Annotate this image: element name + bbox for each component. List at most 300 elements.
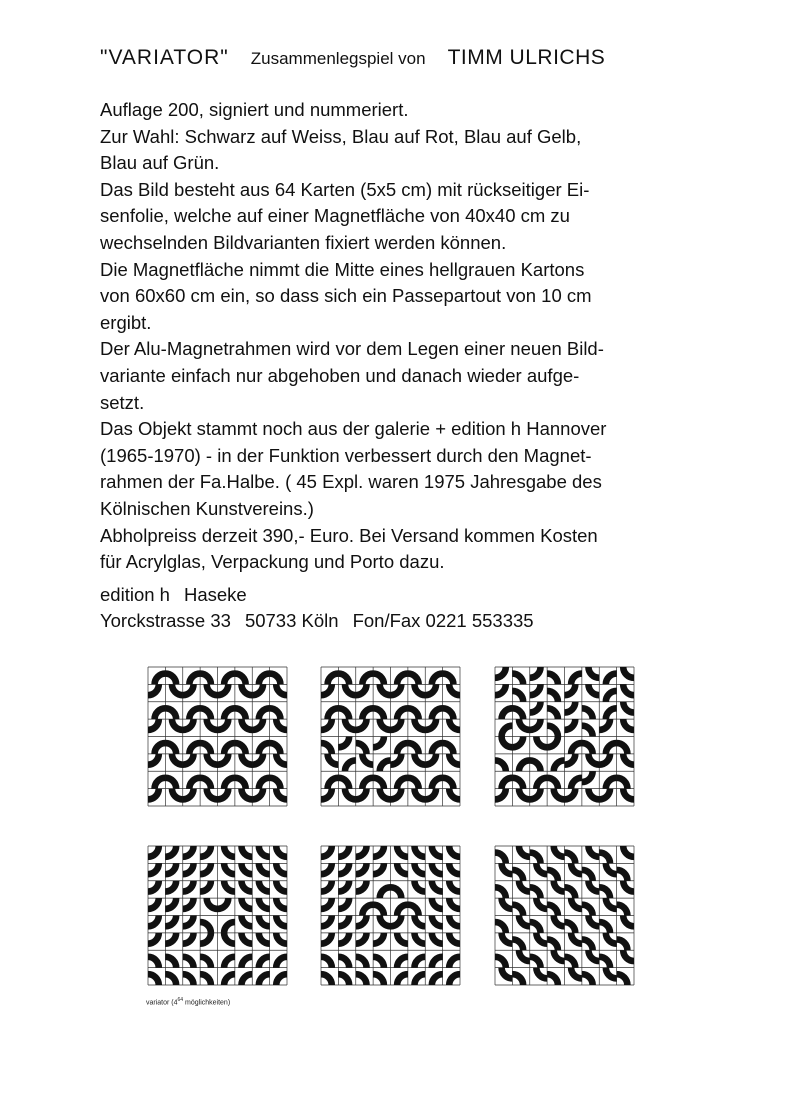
tile-arc xyxy=(373,974,384,985)
tile-arc xyxy=(321,957,332,968)
tile-arc xyxy=(321,881,332,892)
tile-arc xyxy=(519,881,530,892)
tile-arc xyxy=(449,684,460,695)
tile-arc xyxy=(617,939,628,950)
tile-arc xyxy=(235,743,246,754)
tile-arc xyxy=(148,863,159,874)
tile-arc xyxy=(224,933,235,944)
tile-arc xyxy=(588,881,599,892)
tile-arc xyxy=(321,684,332,695)
tile-arc xyxy=(599,957,610,968)
tile-arc xyxy=(200,743,211,754)
tile-arc xyxy=(356,719,367,730)
tile-arc xyxy=(408,674,419,685)
tile-arc xyxy=(321,933,332,944)
tile-arc xyxy=(200,974,211,985)
tile-arc xyxy=(571,778,582,789)
tile-arc xyxy=(276,933,287,944)
tile-arc xyxy=(252,719,263,730)
tile-arc xyxy=(224,922,235,933)
body-line: Das Bild besteht aus 64 Karten (5x5 cm) mit rückseitiger Ei- xyxy=(100,178,590,200)
tile-arc xyxy=(270,743,281,754)
tile-arc xyxy=(224,974,235,985)
tile-arc xyxy=(165,674,176,685)
tile-arc xyxy=(617,778,628,789)
tile-arc xyxy=(356,863,367,874)
body-line: Abholpreiss derzeit 390,- Euro. Bei Versand kommen Kosten xyxy=(100,524,598,546)
tile-arc xyxy=(565,719,576,730)
tile-arc xyxy=(362,674,373,685)
tile-arc xyxy=(606,933,617,944)
tile-arc xyxy=(165,898,176,909)
tile-arc xyxy=(373,905,384,916)
tile-arc xyxy=(356,743,367,754)
tile-arc xyxy=(241,846,252,857)
tile-arc xyxy=(218,684,229,695)
tile-arc xyxy=(565,922,576,933)
tile-arc xyxy=(397,957,408,968)
tile-arc xyxy=(425,684,436,695)
tile-arc xyxy=(189,708,200,719)
tile-arc xyxy=(582,771,593,782)
tile-arc xyxy=(235,674,246,685)
tile-arc xyxy=(449,863,460,874)
tile-arc xyxy=(432,974,443,985)
caption-prefix: variator (4 xyxy=(146,999,178,1007)
tile-arc xyxy=(200,933,211,944)
variant-diagonal-waves xyxy=(495,846,634,985)
body-line: (1965-1970) - in der Funktion verbessert durch den Magnet- xyxy=(100,444,592,466)
tile-arc xyxy=(571,674,582,685)
tile-arc xyxy=(200,863,211,874)
tile-arc xyxy=(397,863,408,874)
tile-arc xyxy=(328,708,339,719)
tile-arc xyxy=(200,778,211,789)
tile-arc xyxy=(432,957,443,968)
tile-arc xyxy=(554,846,565,857)
tile-arc xyxy=(259,674,270,685)
tile-arc xyxy=(338,674,349,685)
tile-arc xyxy=(155,674,166,685)
tile-arc xyxy=(172,754,183,765)
tile-arc xyxy=(356,916,367,927)
tile-arc xyxy=(606,691,617,702)
variant-mixed-arcs xyxy=(495,667,634,806)
tile-arc xyxy=(502,726,513,737)
tile-arc xyxy=(362,708,373,719)
tile-arc xyxy=(207,898,218,909)
tile-arc xyxy=(373,674,384,685)
tile-arc xyxy=(241,863,252,874)
tile-arc xyxy=(408,778,419,789)
tile-arc xyxy=(218,898,229,909)
tile-arc xyxy=(356,881,367,892)
tile-arc xyxy=(172,789,183,800)
tile-arc xyxy=(536,737,547,748)
tile-arc xyxy=(443,708,454,719)
tile-arc xyxy=(380,916,391,927)
tile-arc xyxy=(200,674,211,685)
tile-arc xyxy=(414,684,425,695)
tile-arc xyxy=(512,708,523,719)
tile-arc xyxy=(414,846,425,857)
title-subtitle: Zusammenlegspiel von xyxy=(250,49,426,68)
tile-arc xyxy=(530,667,541,678)
tile-arc xyxy=(432,863,443,874)
tile-arc xyxy=(495,957,506,968)
tile-arc xyxy=(338,933,349,944)
tile-arc xyxy=(599,754,610,765)
tile-arc xyxy=(270,708,281,719)
tile-arc xyxy=(183,957,194,968)
tile-arc xyxy=(165,846,176,857)
tile-arc xyxy=(148,957,159,968)
tile-arc xyxy=(606,674,617,685)
tile-arc xyxy=(148,684,159,695)
tile-arc xyxy=(252,789,263,800)
tile-arc xyxy=(338,778,349,789)
tile-arc xyxy=(207,684,218,695)
tile-arc xyxy=(183,684,194,695)
tile-arc xyxy=(606,743,617,754)
body-line: variante einfach nur abgehoben und danach wieder aufge- xyxy=(100,364,580,386)
tile-arc xyxy=(380,789,391,800)
tile-arc xyxy=(259,846,270,857)
tile-arc xyxy=(536,778,547,789)
body-line: Auflage 200, signiert und nummeriert. xyxy=(100,99,409,120)
tile-arc xyxy=(328,674,339,685)
tile-arc xyxy=(397,743,408,754)
caption-suffix: möglichkeiten) xyxy=(183,999,231,1007)
tile-arc xyxy=(224,743,235,754)
tile-arc xyxy=(373,863,384,874)
caption-exponent: 64 xyxy=(177,997,184,1003)
tile-arc xyxy=(259,743,270,754)
tile-arc xyxy=(588,950,599,961)
tile-arc xyxy=(148,974,159,985)
tile-arc xyxy=(338,898,349,909)
tile-arc xyxy=(338,916,349,927)
tile-arc xyxy=(183,916,194,927)
tile-arc xyxy=(502,737,513,748)
tile-arc xyxy=(599,719,610,730)
tile-arc xyxy=(582,974,593,985)
tile-arc xyxy=(276,863,287,874)
tile-arc xyxy=(183,754,194,765)
tile-arc xyxy=(241,898,252,909)
tile-arc xyxy=(373,778,384,789)
tile-arc xyxy=(276,916,287,927)
tile-arc xyxy=(582,708,593,719)
tile-arc xyxy=(338,974,349,985)
tile-arc xyxy=(148,881,159,892)
tile-arc xyxy=(373,708,384,719)
tile-arc xyxy=(189,743,200,754)
tile-arc xyxy=(495,760,506,771)
tile-arc xyxy=(530,789,541,800)
tile-arc xyxy=(502,933,513,944)
tile-arc xyxy=(512,870,523,881)
tile-arc xyxy=(328,778,339,789)
tile-arc xyxy=(148,898,159,909)
tile-arc xyxy=(623,684,634,695)
tile-arc xyxy=(200,922,211,933)
tile-arc xyxy=(547,726,558,737)
tile-arc xyxy=(328,754,339,765)
tile-arc xyxy=(582,939,593,950)
tile-arc xyxy=(519,760,530,771)
tile-arc xyxy=(276,881,287,892)
tile-arc xyxy=(599,922,610,933)
tile-arc xyxy=(259,863,270,874)
tile-arc xyxy=(495,789,506,800)
tile-arc xyxy=(148,789,159,800)
tile-arc xyxy=(235,708,246,719)
tile-arc xyxy=(321,863,332,874)
tile-arc xyxy=(519,846,530,857)
tile-arc xyxy=(530,853,541,864)
tile-arc xyxy=(259,974,270,985)
tile-arc xyxy=(432,933,443,944)
tile-arc xyxy=(425,789,436,800)
tile-arc xyxy=(408,708,419,719)
tile-arc xyxy=(155,743,166,754)
tile-arc xyxy=(259,957,270,968)
tile-arc xyxy=(623,846,634,857)
tile-arc xyxy=(148,719,159,730)
tile-arc xyxy=(502,778,513,789)
tile-arc xyxy=(414,957,425,968)
tile-arc xyxy=(432,743,443,754)
tile-arc xyxy=(380,684,391,695)
tile-arc xyxy=(356,957,367,968)
tile-arc xyxy=(512,778,523,789)
tile-arc xyxy=(495,887,506,898)
tile-arc xyxy=(165,863,176,874)
tile-arc xyxy=(189,778,200,789)
tile-arc xyxy=(502,863,513,874)
tile-arc xyxy=(512,674,523,685)
tile-arc xyxy=(218,754,229,765)
tile-arc xyxy=(449,898,460,909)
tile-arc xyxy=(165,957,176,968)
tile-arc xyxy=(224,863,235,874)
tile-arc xyxy=(276,789,287,800)
tile-arc xyxy=(449,957,460,968)
tile-arc xyxy=(571,743,582,754)
tile-arc xyxy=(276,974,287,985)
tile-arc xyxy=(588,846,599,857)
tile-arc xyxy=(276,719,287,730)
tile-arc xyxy=(408,743,419,754)
tile-arc xyxy=(495,684,506,695)
tile-arc xyxy=(276,846,287,857)
tile-arc xyxy=(414,789,425,800)
tile-arc xyxy=(252,754,263,765)
tile-arc xyxy=(373,933,384,944)
tile-arc xyxy=(155,778,166,789)
tile-arc xyxy=(362,905,373,916)
tile-arc xyxy=(259,881,270,892)
tile-arc xyxy=(165,778,176,789)
tile-arc xyxy=(321,743,332,754)
tile-arc xyxy=(530,957,541,968)
tile-arc xyxy=(414,974,425,985)
tile-arc xyxy=(571,863,582,874)
tile-arc xyxy=(606,778,617,789)
variant-arc-center xyxy=(321,846,460,985)
tile-arc xyxy=(338,957,349,968)
tile-arc xyxy=(623,702,634,713)
tile-arc xyxy=(356,933,367,944)
tile-arc xyxy=(530,684,541,695)
tile-arc xyxy=(338,863,349,874)
tile-arc xyxy=(241,881,252,892)
tile-arc xyxy=(432,916,443,927)
tile-arc xyxy=(512,737,523,748)
tile-arc xyxy=(512,905,523,916)
tile-arc xyxy=(183,719,194,730)
variant-rings-broken xyxy=(321,667,460,806)
tile-arc xyxy=(547,870,558,881)
tile-arc xyxy=(148,916,159,927)
tile-arc xyxy=(519,719,530,730)
tile-arc xyxy=(241,789,252,800)
tile-arc xyxy=(183,846,194,857)
tile-arc xyxy=(373,846,384,857)
tile-arc xyxy=(606,898,617,909)
tile-arc xyxy=(241,719,252,730)
body-line: Das Objekt stammt noch aus der galerie + edition h Hannover xyxy=(100,418,607,440)
tile-arc xyxy=(235,778,246,789)
tile-arc xyxy=(425,719,436,730)
tile-arc xyxy=(276,754,287,765)
tile-arc xyxy=(414,916,425,927)
tile-arc xyxy=(414,881,425,892)
tile-arc xyxy=(588,916,599,927)
publisher-person: Haseke xyxy=(183,584,247,605)
tile-arc xyxy=(536,968,547,979)
tile-arc xyxy=(530,922,541,933)
tile-arc xyxy=(241,957,252,968)
tile-arc xyxy=(165,974,176,985)
tile-arc xyxy=(207,719,218,730)
tile-arc xyxy=(345,789,356,800)
body-line: rahmen der Fa.Halbe. ( 45 Expl. waren 1975 Jahresgabe des xyxy=(100,471,602,493)
tile-arc xyxy=(362,778,373,789)
tile-arc xyxy=(259,778,270,789)
tile-arc xyxy=(554,789,565,800)
tile-arc xyxy=(425,754,436,765)
tile-arc xyxy=(571,898,582,909)
tile-arc xyxy=(259,898,270,909)
tile-arc xyxy=(606,863,617,874)
tile-arc xyxy=(241,974,252,985)
address-street: Yorckstrasse 33 xyxy=(100,610,231,631)
tile-arc xyxy=(183,789,194,800)
tile-arc xyxy=(189,674,200,685)
tile-arc xyxy=(321,789,332,800)
tile-arc xyxy=(397,708,408,719)
tile-arc xyxy=(276,957,287,968)
tile-arc xyxy=(449,916,460,927)
tile-arc xyxy=(241,916,252,927)
tile-arc xyxy=(224,674,235,685)
tile-arc xyxy=(530,702,541,713)
tile-arc xyxy=(432,881,443,892)
body-line: ergibt. xyxy=(100,311,152,333)
tile-arc xyxy=(362,754,373,765)
tile-arc xyxy=(397,905,408,916)
tile-arc xyxy=(224,846,235,857)
tile-arc xyxy=(623,916,634,927)
tile-arc xyxy=(512,939,523,950)
tile-arc xyxy=(391,684,402,695)
tile-arc xyxy=(338,881,349,892)
tile-arc xyxy=(449,933,460,944)
tile-arc xyxy=(582,905,593,916)
tile-arc xyxy=(565,754,576,765)
tile-arc xyxy=(321,719,332,730)
body-line: senfolie, welche auf einer Magnetfläche von 40x40 cm zu xyxy=(100,205,570,227)
tile-arc xyxy=(321,898,332,909)
tile-arc xyxy=(338,737,349,748)
tile-arc xyxy=(519,950,530,961)
tile-arc xyxy=(259,708,270,719)
title-author: TIMM ULRICHS xyxy=(447,46,606,69)
tile-arc xyxy=(565,853,576,864)
tile-arc xyxy=(380,719,391,730)
tile-arc xyxy=(356,684,367,695)
tile-arc xyxy=(252,684,263,695)
tile-arc xyxy=(588,684,599,695)
tile-arc xyxy=(414,933,425,944)
tile-arc xyxy=(165,743,176,754)
tile-arc xyxy=(373,737,384,748)
tile-arc xyxy=(200,957,211,968)
tile-arc xyxy=(397,674,408,685)
tile-arc xyxy=(617,743,628,754)
tile-arc xyxy=(380,887,391,898)
tile-arc xyxy=(495,922,506,933)
tile-arc xyxy=(391,789,402,800)
tile-arc xyxy=(165,916,176,927)
tile-arc xyxy=(530,887,541,898)
body-line: für Acrylglas, Verpackung und Porto dazu. xyxy=(100,551,445,573)
tile-arc xyxy=(554,760,565,771)
tile-arc xyxy=(617,905,628,916)
tile-arc xyxy=(200,846,211,857)
tile-arc xyxy=(536,863,547,874)
tile-arc xyxy=(391,887,402,898)
address-phone: Fon/Fax 0221 553335 xyxy=(352,610,534,631)
tile-arc xyxy=(276,898,287,909)
tile-arc xyxy=(183,933,194,944)
tile-arc xyxy=(172,719,183,730)
tile-arc xyxy=(408,905,419,916)
tile-arc xyxy=(530,719,541,730)
tile-arc xyxy=(200,708,211,719)
tile-arc xyxy=(432,898,443,909)
tile-arc xyxy=(155,708,166,719)
tile-arc xyxy=(391,719,402,730)
tile-arc xyxy=(218,789,229,800)
tile-arc xyxy=(623,950,634,961)
tile-arc xyxy=(512,974,523,985)
tile-arc xyxy=(224,881,235,892)
variant-arc-columns xyxy=(148,846,287,985)
tile-arc xyxy=(414,719,425,730)
